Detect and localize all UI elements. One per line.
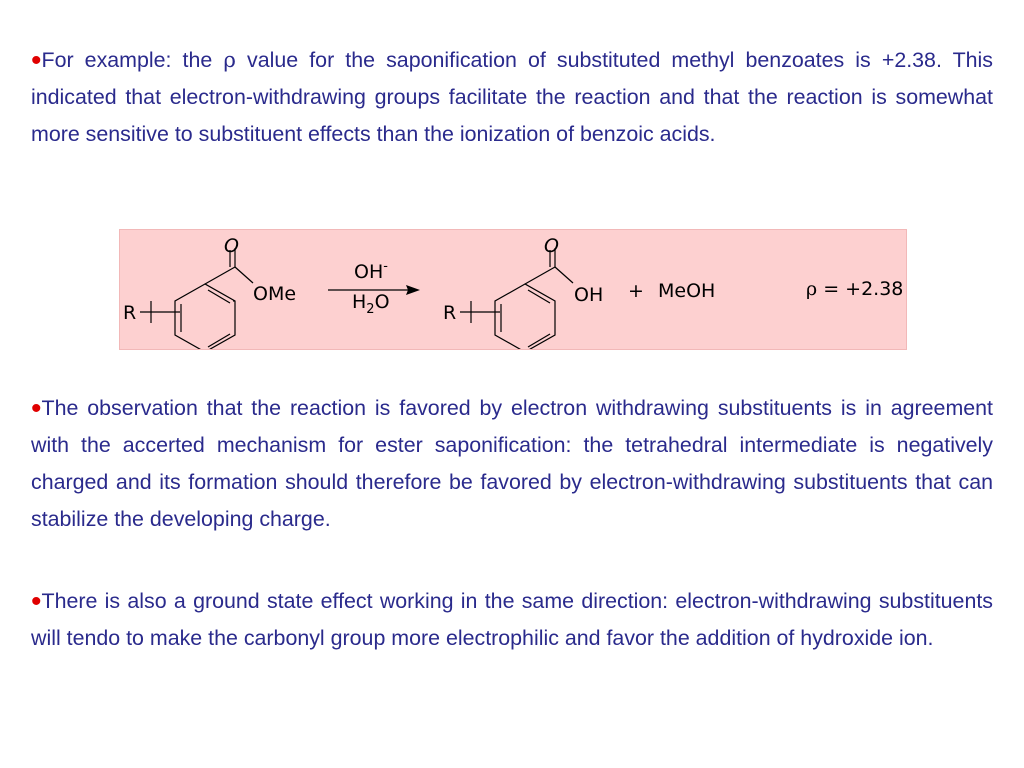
paragraph-3-text: There is also a ground state effect working in the same direction: electron-withdrawing substituents will tendo to make the carbonyl group more electrophilic and favor the addition of hydroxide ion. [31,589,993,650]
product-substituent-label: R [443,302,457,324]
coproduct-methanol: MeOH [658,280,716,302]
ring-double-bond [528,334,550,347]
bond-acid [555,267,573,283]
bullet-icon: • [31,44,42,77]
reactant-substituent-label: R [123,302,137,324]
benzene-ring-product [495,284,555,349]
product-carbonyl-o: O [544,235,559,257]
plus-sign: + [628,280,644,302]
paragraph-1-text-start: For example: the [41,48,224,72]
paragraph-1-text-end: value for the saponification of substituted methyl benzoates is +2.38. This indicated that electron-withdrawing groups facilitate the reaction and that the reaction is somewhat more sensitive to substituent effects than the ionization of benzoic acids. [31,48,993,146]
bond-ester [235,267,253,283]
reaction-scheme [119,229,907,350]
reactant-ester-label: OMe [253,283,297,305]
paragraph-ground-state [31,583,993,657]
reagent-hydroxide: OH- [354,259,388,283]
bond-ring-carbonyl [525,267,555,284]
product-structure [460,248,573,349]
bullet-icon: • [31,392,42,425]
rho-value-label: ρ = +2.38 [806,278,904,300]
product-acid-label: OH [574,284,604,306]
reactant-carbonyl-o: O [224,235,239,257]
bond-ring-carbonyl [205,267,235,284]
bullet-icon: • [31,585,42,618]
paragraph-mechanism [31,390,993,538]
reagent-water: $H_2O$ [352,291,390,317]
paragraph-2-text: The observation that the reaction is favored by electron withdrawing substituents is in agreement with the accerted mechanism for ester saponification: the tetrahedral intermediate is negatively charged and its formation should therefore be favored by electron-withdrawing substituents that can stabilize the developing charge. [31,396,993,531]
paragraph-rho-example [31,42,993,153]
benzene-ring-reactant [175,284,235,349]
ring-double-bond [208,334,230,347]
rho-symbol: ρ [223,48,236,73]
reaction-scheme-drawing [120,230,906,349]
reactant-structure [140,248,253,349]
